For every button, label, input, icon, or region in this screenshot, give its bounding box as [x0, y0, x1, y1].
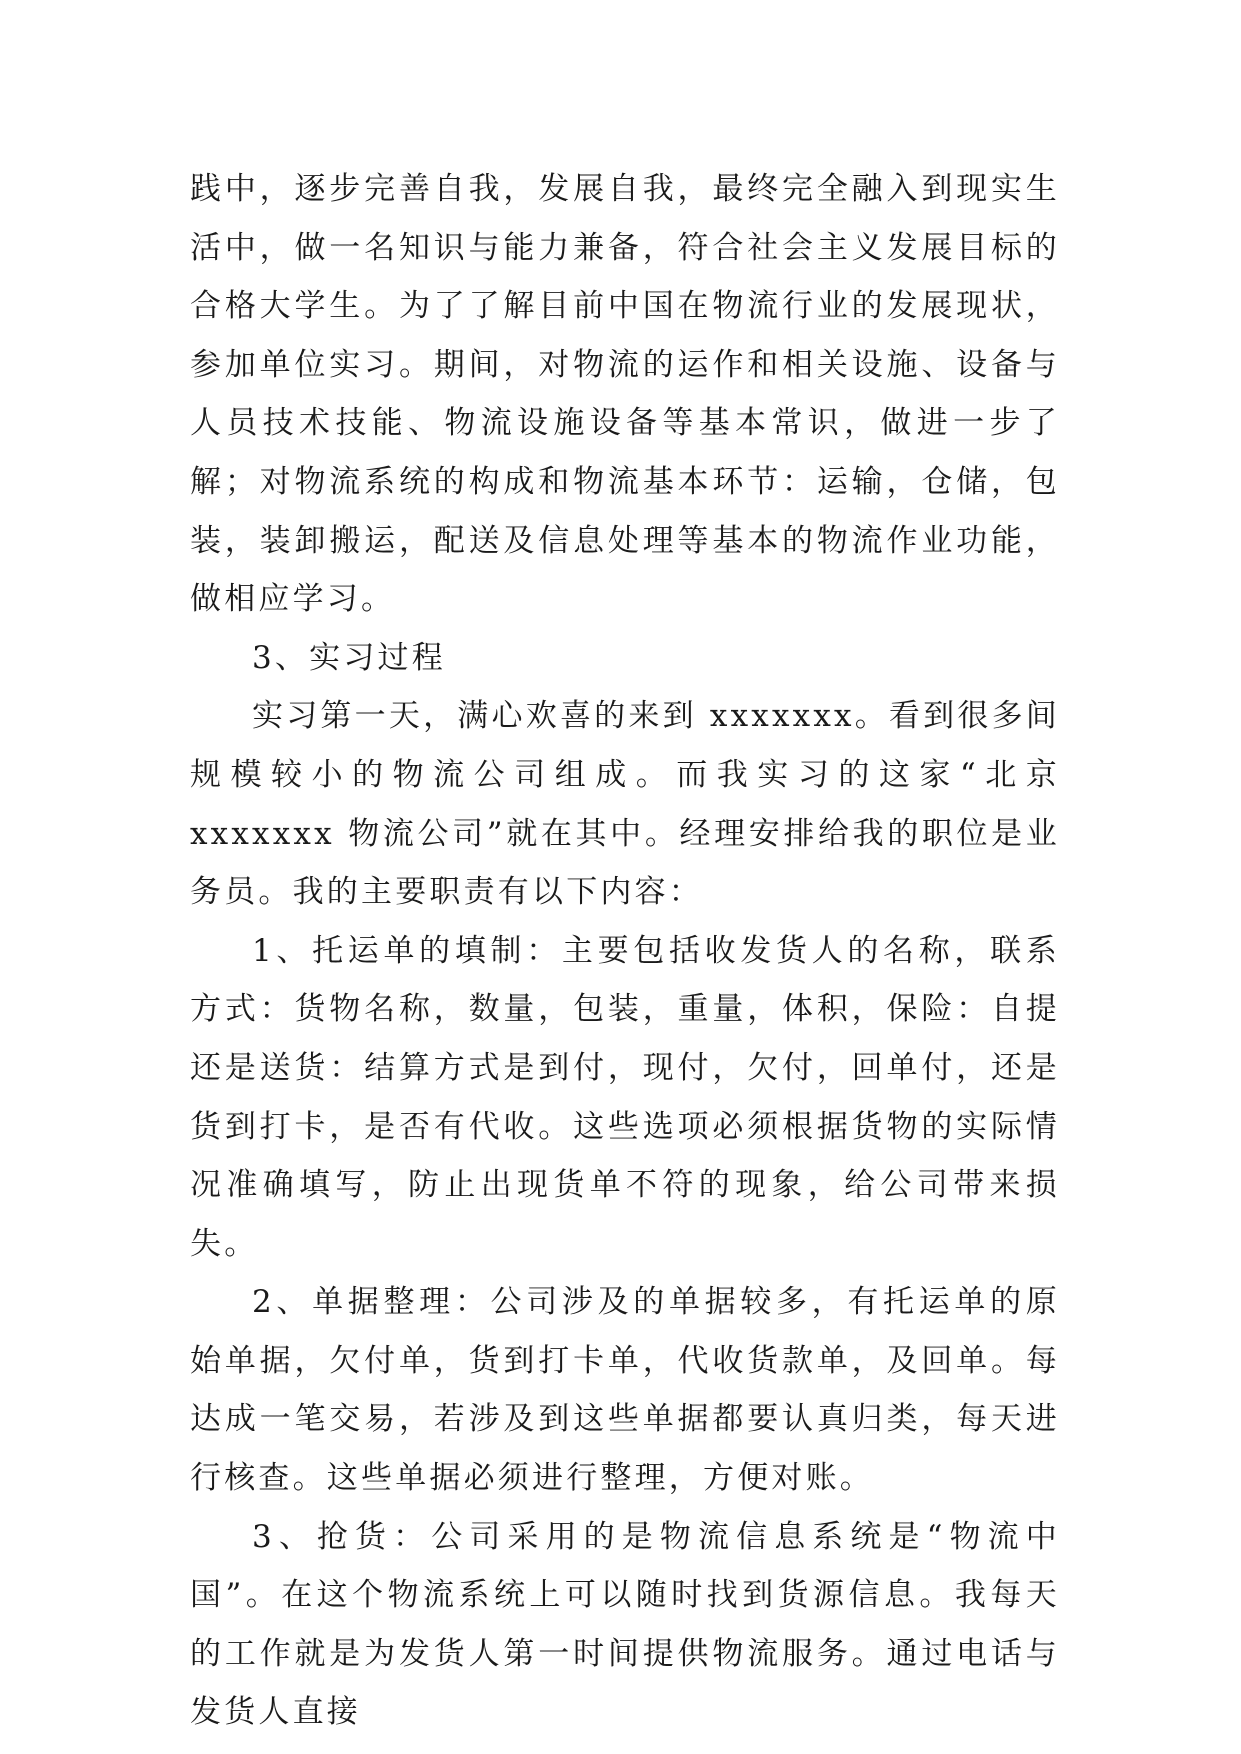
paragraph-continuation: 践中，逐步完善自我，发展自我，最终完全融入到现实生活中，做一名知识与能力兼备，符合社会主义发展目标的合格大学生。为了了解目前中国在物流行业的发展现状，参加单位实习。期间，对物流的运作和相关设施、设备与人员技术技能、物流设施设备等基本常识，做进一步了解；对物流系统的构成和物流基本环节：运输，仓储，包装，装卸搬运，配送及信息处理等基本的物流作业功能，做相应学习。 — [190, 171, 1060, 618]
paragraph-duty-waybill: 1、托运单的填制：主要包括收发货人的名称，联系方式：货物名称，数量，包装，重量，体积，保险：自提还是送货：结算方式是到付，现付，欠付，回单付，还是货到打卡，是否有代收。这些选项必须根据货物的实际情况准确填写，防止出现货单不符的现象，给公司带来损失。 — [190, 932, 1060, 1262]
paragraph-duty-documents: 2、单据整理：公司涉及的单据较多，有托运单的原始单据，欠付单，货到打卡单，代收货款单，及回单。每达成一笔交易，若涉及到这些单据都要认真归类，每天进行核查。这些单据必须进行整理，方便对账。 — [190, 1284, 1060, 1497]
document-body — [190, 160, 1060, 1742]
paragraph-first-day: 实习第一天，满心欢喜的来到 xxxxxxx。看到很多间规模较小的物流公司组成。而我实习的这家“北京 xxxxxxx 物流公司”就在其中。经理安排给我的职位是业务员。我的主要职责有以下内容： — [190, 698, 1060, 911]
paragraph-duty-cargo: 3、抢货：公司采用的是物流信息系统是“物流中国”。在这个物流系统上可以随时找到货源信息。我每天的工作就是为发货人第一时间提供物流服务。通过电话与发货人直接 — [190, 1518, 1060, 1731]
section-heading-internship-process: 3、实习过程 — [252, 639, 446, 676]
